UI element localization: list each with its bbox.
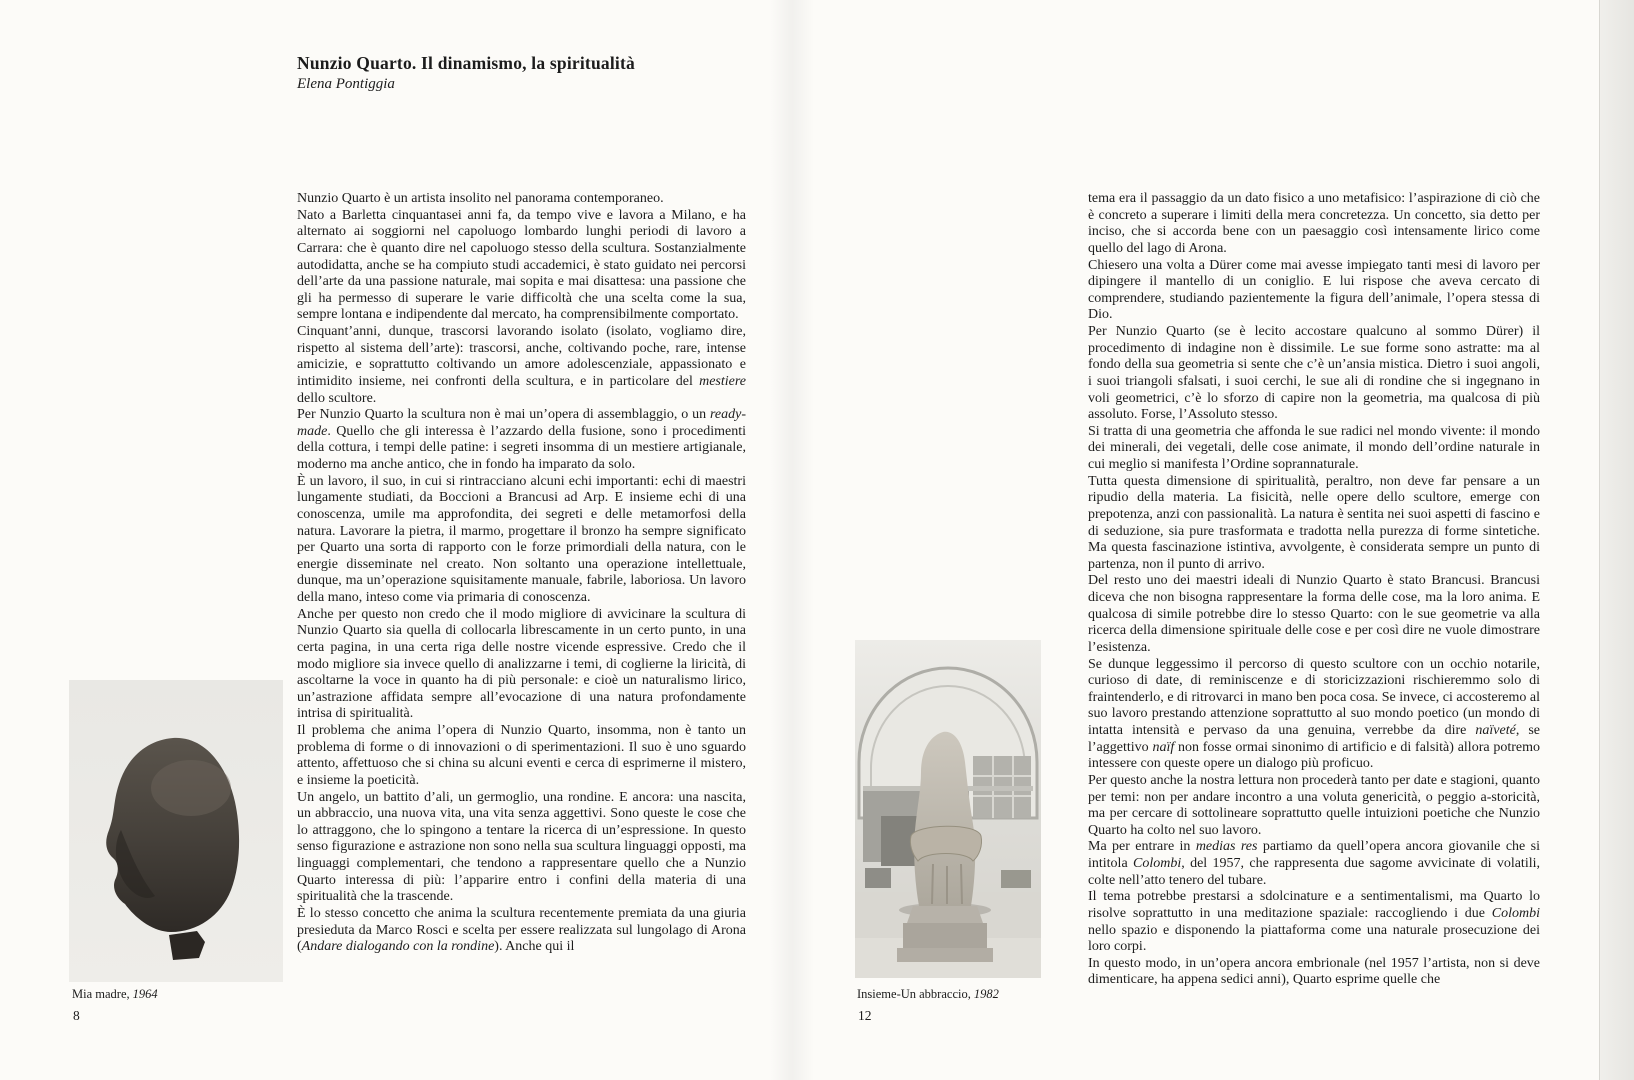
paragraph: Per Nunzio Quarto (se è lecito accostare qualcuno al sommo Dürer) il procedimento di indagine non è dissimile. Le sue forme sono astratte: ma al fondo della sua geometria si sente che c’è un’ansia mistica. Dietro i suoi angoli, i suoi triangoli sfalsati, i suoi cerchi, le sue ali di rondine che si ingegnano in voli geometrici, c’è lo sforzo di capire non la geometria, ma qualcosa di più assoluto. Forse, l’Assoluto stesso. <box>1088 324 1540 423</box>
paragraph: Del resto uno dei maestri ideali di Nunzio Quarto è stato Brancusi. Brancusi diceva che non bisogna rappresentare la forma delle cose, ma la loro anima. E qualcosa di simile potrebbe dire lo stesso Quarto: con le sue geometrie va alla ricerca della dimensione spirituale delle cose e per così dire ne vuole dimostrare l’esistenza. <box>1088 573 1540 655</box>
paragraph: In questo modo, in un’opera ancora embrionale (nel 1957 l’artista, non si deve dimenticare, ha appena sedici anni), Quarto esprime quelle che <box>1088 955 1540 988</box>
caption-title: Mia madre, <box>72 987 130 1001</box>
paragraph: È un lavoro, il suo, in cui si rintracciano alcuni echi importanti: echi di maestri lungamente studiati, da Boccioni a Brancusi ad Arp. E insieme echi di una conoscenza, umile ma approfondita, dei segreti e delle metamorfosi della natura. Lavorare la pietra, il marmo, progettare il bronzo ha sempre significato per Quarto una sorta di rapporto con le forze primordiali della natura, con le energie disseminate nel creato. Non soltanto una operazione intellettuale, dunque, ma un’operazione squisitamente manuale, fabrile, laboriosa. Un lavoro della mano, inteso come via primaria di conoscenza. <box>297 473 746 605</box>
page-gutter <box>770 0 814 1080</box>
paragraph: Chiesero una volta a Dürer come mai avesse impiegato tanti mesi di lavoro per dipingere il mantello di un coniglio. E lui rispose che aveva cercato di comprendere, studiando pazientemente la figura dell’animale, l’opera stessa di Dio. <box>1088 257 1540 323</box>
paragraph: Se dunque leggessimo il percorso di questo scultore con un occhio notarile, curioso di date, di reminiscenze e di storicizzazioni rischieremmo solo di fraintenderlo, e di ritrovarci in mano ben poca cosa. Se invece, ci accosteremo al suo lavoro prestando attenzione soprattutto al suo mondo poetico (un mondo di intatta intensità e pervaso da una genuina, verrebbe da dire naïveté, se l’aggettivo naïf non fosse ormai sinonimo di artificio e di falsità) allora potremo intessere con queste opere un dialogo più proficuo. <box>1088 656 1540 772</box>
left-text-column <box>297 191 746 1009</box>
paragraph: Un angelo, un battito d’ali, un germoglio, una rondine. E ancora: una nascita, un abbraccio, una nuova vita, una vita senza aggettivi. Sono queste le cose che lo attraggono, che lo spingono a tentare la ricerca di un’espressione. In questo senso figurazione e astrazione non sono nella sua scultura linguaggi opposti, ma linguaggi complementari, che tendono a rappresentare quello che a Nunzio Quarto interessa di più: l’apparire entro i confini della materia di una spiritualità che la trascende. <box>297 789 746 905</box>
caption-year: 1964 <box>132 987 158 1001</box>
paragraph: Nunzio Quarto è un artista insolito nel panorama contemporaneo. <box>297 191 664 206</box>
paragraph: tema era il passaggio da un dato fisico a uno metafisico: l’aspirazione di ciò che è concreto a superare i limiti della mera concretezza. Un concetto, sia detto per inciso, che si accorda bene con un paesaggio così intensamente lirico come quello del lago di Arona. <box>1088 191 1540 256</box>
scan-edge <box>1599 0 1634 1080</box>
paragraph: Nato a Barletta cinquantasei anni fa, da tempo vive e lavora a Milano, e ha alternato ai soggiorni nel capoluogo lombardo lunghi periodi di lavoro a Carrara: che è quanto dire nel capoluogo stesso della scultura. Sostanzialmente autodidatta, anche se ha compiuto studi accademici, è stato guidato nei percorsi dell’arte da una passione naturale, mai sopita e mai disattesa: una passione che gli ha permesso di superare le varie difficoltà che una scelta come la sua, sempre lontana e indipendente dal mercato, ha comprensibilmente comportato. <box>297 207 746 323</box>
figure-caption-right <box>857 987 999 1002</box>
caption-title: Insieme-Un abbraccio, <box>857 987 971 1001</box>
paragraph: Per Nunzio Quarto la scultura non è mai un’opera di assemblaggio, o un ready-made. Quello che gli interessa è l’azzardo della fusione, sono i procedimenti della cottura, i tempi delle patine: i segreti insomma di un mestiere artigianale, moderno ma anche antico, che in fondo ha imparato da solo. <box>297 407 746 472</box>
figure-caption-left <box>72 987 158 1002</box>
figure-mia-madre-photo <box>69 680 283 982</box>
paragraph: È lo stesso concetto che anima la scultura recentemente premiata da una giuria presieduta da Marco Rosci e scelta per essere realizzata sul lungolago di Arona (Andare dialogando con la rondine). Anche qui il <box>297 905 746 955</box>
article-author: Elena Pontiggia <box>297 76 395 92</box>
paragraph: Si tratta di una geometria che affonda le sue radici nel mondo vivente: il mondo dei minerali, dei vegetali, delle cose animate, il mondo dell’ordine naturale in cui meglio si manifesta l’Ordine soprannaturale. <box>1088 423 1540 472</box>
paragraph: Tutta questa dimensione di spiritualità, peraltro, non deve far pensare a un ripudio della materia. La fisicità, nelle opere dello scultore, emerge con prepotenza, anzi con passionalità. La natura è sentita nei suoi aspetti di fascino e di seduzione, sia pure trasformata e tradotta nella purezza di forme sintetiche. Ma questa fascinazione istintiva, avvolgente, è considerata sempre un punto di partenza, non il punto di arrivo. <box>1088 473 1540 572</box>
standing-sculpture-image <box>855 640 1041 978</box>
paragraph: Il tema potrebbe prestarsi a sdolcinature e a sentimentalismi, ma Quarto lo risolve soprattutto in una meditazione spaziale: raccogliendo i due Colombi nello spazio e disponendo la piattaforma come una naturale prosecuzione dei loro corpi. <box>1088 889 1540 955</box>
right-text-column <box>1088 191 1540 1009</box>
page-number-left: 8 <box>73 1008 80 1023</box>
figure-insieme-photo <box>855 640 1041 978</box>
bronze-head-sculpture-image <box>69 680 283 982</box>
paragraph: Ma per entrare in medias res partiamo da quell’opera ancora giovanile che si intitola Colombi, del 1957, che rappresenta due sagome avvicinate di volatili, colte nell’atto tenero del tubare. <box>1088 839 1540 888</box>
caption-year: 1982 <box>973 987 999 1001</box>
paragraph: Anche per questo non credo che il modo migliore di avvicinare la scultura di Nunzio Quarto sia quella di collocarla librescamente in un certo punto, in una certa pagina, in una certa riga delle nostre vicende espressive. Credo che il modo migliore sia invece quello di analizzarne i temi, di coglierne la liricità, di ascoltarne la voce in quanto ha di più personale: e cioè un naturalismo lirico, un’astrazione affidata sempre all’evocazione di una natura profondamente intrisa di spiritualità. <box>297 606 746 722</box>
paragraph: Per questo anche la nostra lettura non procederà tanto per date e stagioni, quanto per temi: non per andare incontro a una voluta genericità, o peggio a-storicità, ma per cercare di sottolineare soprattutto quelle intuizioni poetiche che Nunzio Quarto ha colto nel suo lavoro. <box>1088 772 1540 838</box>
article-title: Nunzio Quarto. Il dinamismo, la spiritualità <box>297 52 635 73</box>
paragraph: Il problema che anima l’opera di Nunzio Quarto, insomma, non è tanto un problema di forme o di innovazioni o di sperimentazioni. Il suo è uno sguardo attento, affettuoso che si china su alcuni eventi e cerca di esprimerne il mistero, e insieme la poeticità. <box>297 723 746 788</box>
page-number-right: 12 <box>858 1008 872 1023</box>
paragraph: Cinquant’anni, dunque, trascorsi lavorando isolato (isolato, vogliamo dire, rispetto al sistema dell’arte): trascorsi, anche, coltivando poche, rare, intense amicizie, e soprattutto coltivando un amore adolescenziale, appassionato e intimidito insieme, nei confronti della scultura, e in particolare del mestiere dello scultore. <box>297 324 746 406</box>
